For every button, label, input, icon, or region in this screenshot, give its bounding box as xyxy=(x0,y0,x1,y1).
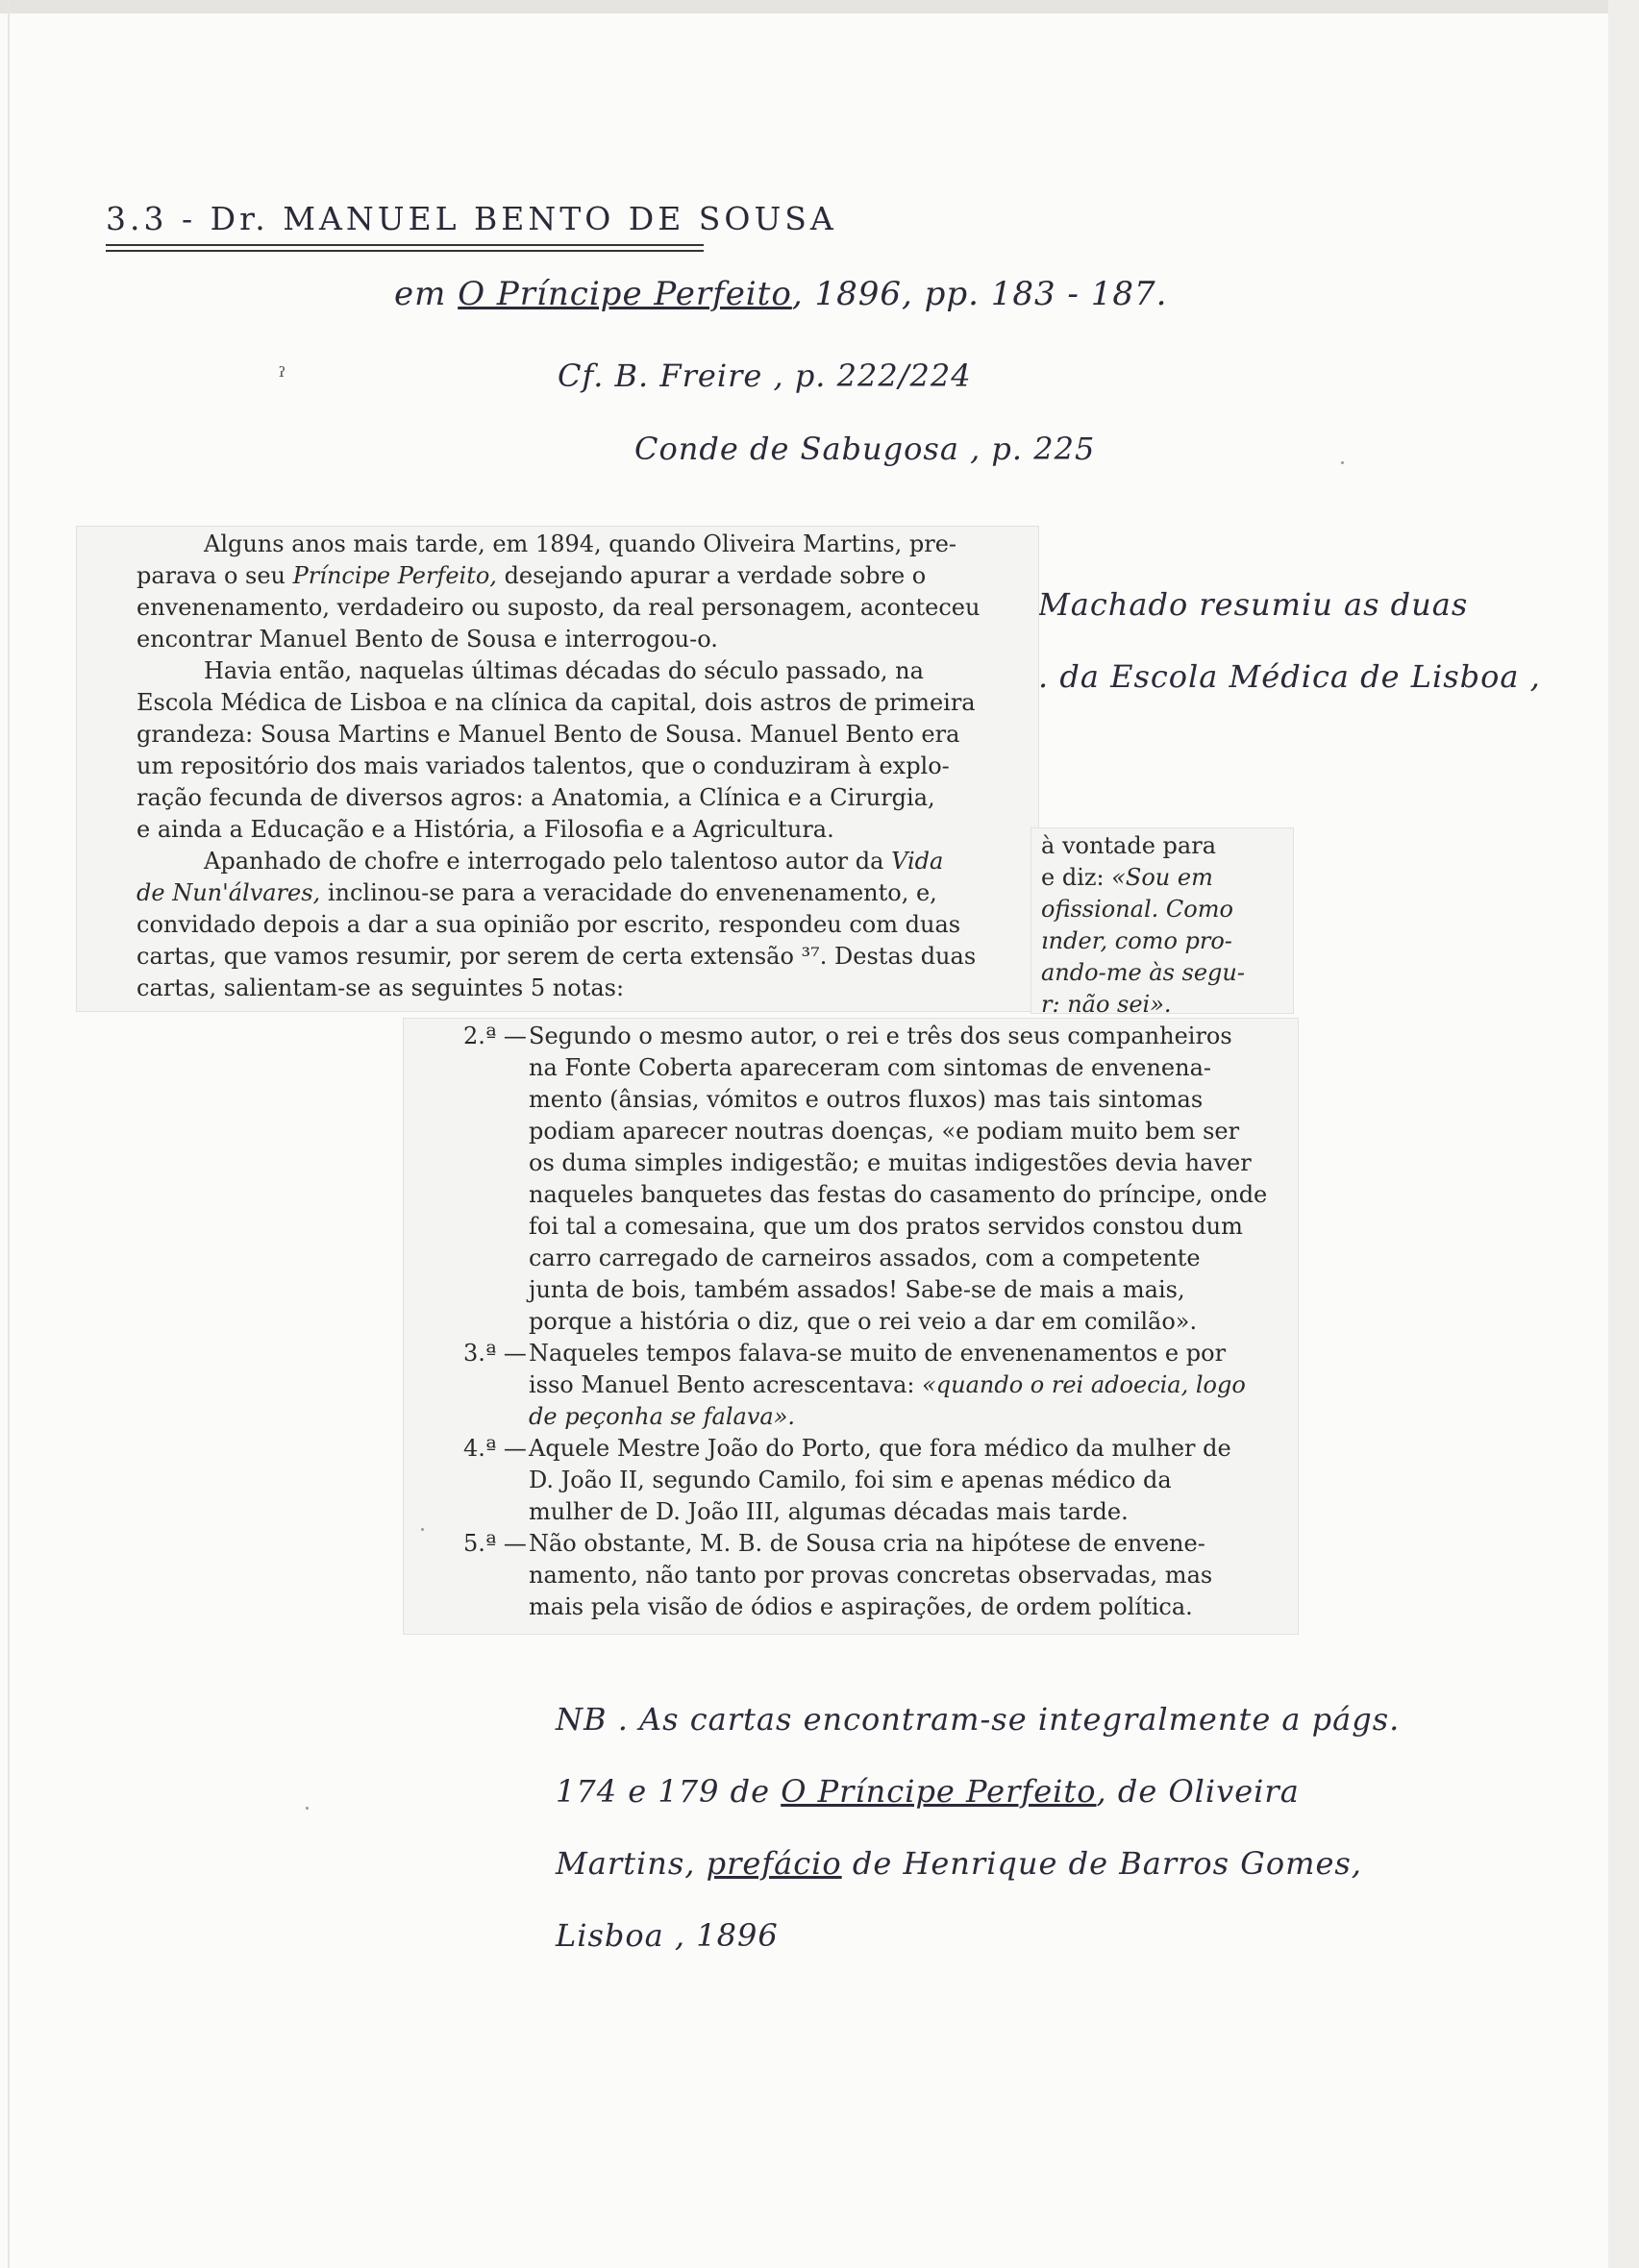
note-body xyxy=(529,1338,1279,1433)
nb-martins: Martins, xyxy=(556,1845,707,1882)
note-number: 2.ª — xyxy=(463,1023,527,1049)
nb-book-title: O Príncipe Perfeito xyxy=(781,1773,1097,1810)
text-line: porque a história o diz, que o rei veio a dar em comilão». xyxy=(529,1308,1198,1335)
source-reference xyxy=(394,275,1167,313)
nb-prefacio: prefácio xyxy=(706,1845,842,1882)
heading-underline xyxy=(106,244,704,246)
italic-text-span: r: não sei». xyxy=(1041,991,1172,1018)
scan-mark: ˀ xyxy=(279,363,286,392)
newspaper-clipping-intro xyxy=(77,527,1038,1011)
newspaper-clipping-notes xyxy=(404,1019,1298,1634)
text-line: mais pela visão de ódios e aspirações, de ordem política. xyxy=(529,1593,1193,1620)
section-heading: 3.3 - Dr. MANUEL BENTO DE SOUSA xyxy=(106,200,837,237)
numbered-note xyxy=(404,1338,1298,1433)
italic-text-span: Príncipe Perfeito, xyxy=(292,562,497,589)
italic-text-span: «quando o rei adoecia, logo xyxy=(922,1371,1246,1398)
source-title: O Príncipe Perfeito xyxy=(458,275,792,313)
italic-text-span: Vida xyxy=(891,848,944,875)
italic-text-span: de peçonha se falava». xyxy=(529,1403,796,1430)
text-span: parava o seu xyxy=(137,562,293,589)
nb-author: , de Oliveira xyxy=(1096,1773,1300,1810)
text-line: encontrar Manuel Bento de Sousa e interrogou-o. xyxy=(137,626,718,653)
text-span: à vontade para xyxy=(1041,832,1217,859)
italic-text-span: ofissional. Como xyxy=(1041,896,1233,923)
text-line xyxy=(137,877,1098,909)
source-suffix: , 1896, pp. 183 - 187. xyxy=(791,275,1168,313)
note-number: 3.ª — xyxy=(463,1340,527,1367)
text-span: e diz: xyxy=(1041,864,1112,891)
numbered-note xyxy=(404,1433,1298,1528)
clipping-notes-text xyxy=(404,1019,1298,1623)
numbered-note xyxy=(404,1021,1298,1338)
newspaper-clipping-partial xyxy=(1031,828,1293,1018)
italic-text-span: «Sou em xyxy=(1111,864,1213,891)
text-line xyxy=(1031,830,1293,862)
italic-text-span: de Nun'álvares, xyxy=(137,879,321,906)
margin-note-1: Machado resumiu as duas xyxy=(1038,586,1469,623)
nb-line-2 xyxy=(556,1773,1300,1810)
text-line: mulher de D. João III, algumas décadas mais tarde. xyxy=(529,1498,1129,1525)
note-body xyxy=(529,1528,1279,1623)
text-line: na Fonte Coberta apareceram com sintomas de envenena- xyxy=(529,1054,1212,1081)
text-line: grandeza: Sousa Martins e Manuel Bento de Sousa. Manuel Bento era xyxy=(137,721,960,748)
text-line: um repositório dos mais variados talentos, que o conduziram à explo- xyxy=(137,752,950,779)
scan-edge-top xyxy=(0,0,1639,13)
text-line: convidado depois a dar a sua opinião por escrito, respondeu com duas xyxy=(137,911,961,938)
scan-edge-left xyxy=(8,0,10,2268)
scan-speck xyxy=(1341,461,1344,464)
text-line: ração fecunda de diversos agros: a Anatomia, a Clínica e a Cirurgia, xyxy=(137,784,935,811)
nb-pages: 174 e 179 de xyxy=(556,1773,782,1810)
text-line: Escola Médica de Lisboa e na clínica da capital, dois astros de primeira xyxy=(137,689,976,716)
text-span: desejando apurar a verdade sobre o xyxy=(496,562,927,589)
heading-underline-second xyxy=(106,250,704,252)
numbered-note xyxy=(404,1528,1298,1623)
text-line: namento, não tanto por provas concretas observadas, mas xyxy=(529,1562,1213,1589)
text-line: podiam aparecer noutras doenças, «e podiam muito bem ser xyxy=(529,1118,1240,1145)
nb-gomes: de Henrique de Barros Gomes, xyxy=(841,1845,1362,1882)
text-line: Naqueles tempos falava-se muito de envenenamentos e por xyxy=(529,1340,1227,1367)
note-number: 4.ª — xyxy=(463,1435,527,1462)
note-body xyxy=(529,1433,1279,1528)
clipping-partial-text xyxy=(1031,828,1293,1021)
text-line: cartas, salientam-se as seguintes 5 notas: xyxy=(137,974,625,1001)
nb-line-4: Lisboa , 1896 xyxy=(556,1917,779,1954)
text-line: envenenamento, verdadeiro ou suposto, da real personagem, aconteceu xyxy=(137,594,981,621)
text-line: Alguns anos mais tarde, em 1894, quando Oliveira Martins, pre- xyxy=(204,530,957,557)
text-line xyxy=(137,846,1098,877)
margin-note-2: . da Escola Médica de Lisboa , xyxy=(1038,658,1541,695)
text-line xyxy=(1031,957,1293,989)
scan-edge-right xyxy=(1608,0,1639,2268)
note-number: 5.ª — xyxy=(463,1530,527,1557)
scan-speck xyxy=(421,1528,424,1531)
text-line: junta de bois, também assados! Sabe-se de mais a mais, xyxy=(529,1276,1185,1303)
text-line: mento (ânsias, vómitos e outros fluxos) mas tais sintomas xyxy=(529,1086,1204,1113)
clipping-intro-text xyxy=(137,527,1098,1004)
text-line xyxy=(1031,925,1293,957)
text-line xyxy=(529,1401,1279,1433)
text-span: isso Manuel Bento acrescentava: xyxy=(529,1371,923,1398)
italic-text-span: ınder, como pro- xyxy=(1041,927,1232,954)
text-line: Segundo o mesmo autor, o rei e três dos seus companheiros xyxy=(529,1023,1232,1049)
source-prefix: em xyxy=(394,275,447,313)
conde-reference: Conde de Sabugosa , p. 225 xyxy=(634,431,1096,467)
text-line: e ainda a Educação e a História, a Filosofia e a Agricultura. xyxy=(137,816,834,843)
scan-speck xyxy=(306,1807,309,1810)
text-line xyxy=(1031,894,1293,925)
note-body xyxy=(529,1021,1279,1338)
text-span: Apanhado de chofre e interrogado pelo talentoso autor da xyxy=(204,848,892,875)
text-line: Havia então, naquelas últimas décadas do século passado, na xyxy=(204,657,924,684)
text-line: naqueles banquetes das festas do casamento do príncipe, onde xyxy=(529,1181,1268,1208)
text-line: Não obstante, M. B. de Sousa cria na hipótese de envene- xyxy=(529,1530,1205,1557)
text-line: os duma simples indigestão; e muitas indigestões devia haver xyxy=(529,1149,1252,1176)
text-line: carro carregado de carneiros assados, com a competente xyxy=(529,1245,1201,1271)
text-line: cartas, que vamos resumir, por serem de certa extensão ³⁷. Destas duas xyxy=(137,943,977,970)
italic-text-span: ando-me às segu- xyxy=(1041,959,1245,986)
text-line xyxy=(137,560,1098,592)
nb-line-1: NB . As cartas encontram-se integralmente a págs. xyxy=(556,1701,1401,1738)
text-line: Aquele Mestre João do Porto, que fora médico da mulher de xyxy=(529,1435,1231,1462)
text-line xyxy=(1031,989,1293,1021)
text-span: inclinou-se para a veracidade do envenenamento, e, xyxy=(320,879,937,906)
nb-line-3 xyxy=(556,1845,1362,1882)
text-line: D. João II, segundo Camilo, foi sim e apenas médico da xyxy=(529,1467,1172,1493)
text-line: foi tal a comesaina, que um dos pratos servidos constou dum xyxy=(529,1213,1243,1240)
text-line xyxy=(1031,862,1293,894)
cf-reference: Cf. B. Freire , p. 222/224 xyxy=(558,357,972,394)
text-line xyxy=(529,1369,1279,1401)
